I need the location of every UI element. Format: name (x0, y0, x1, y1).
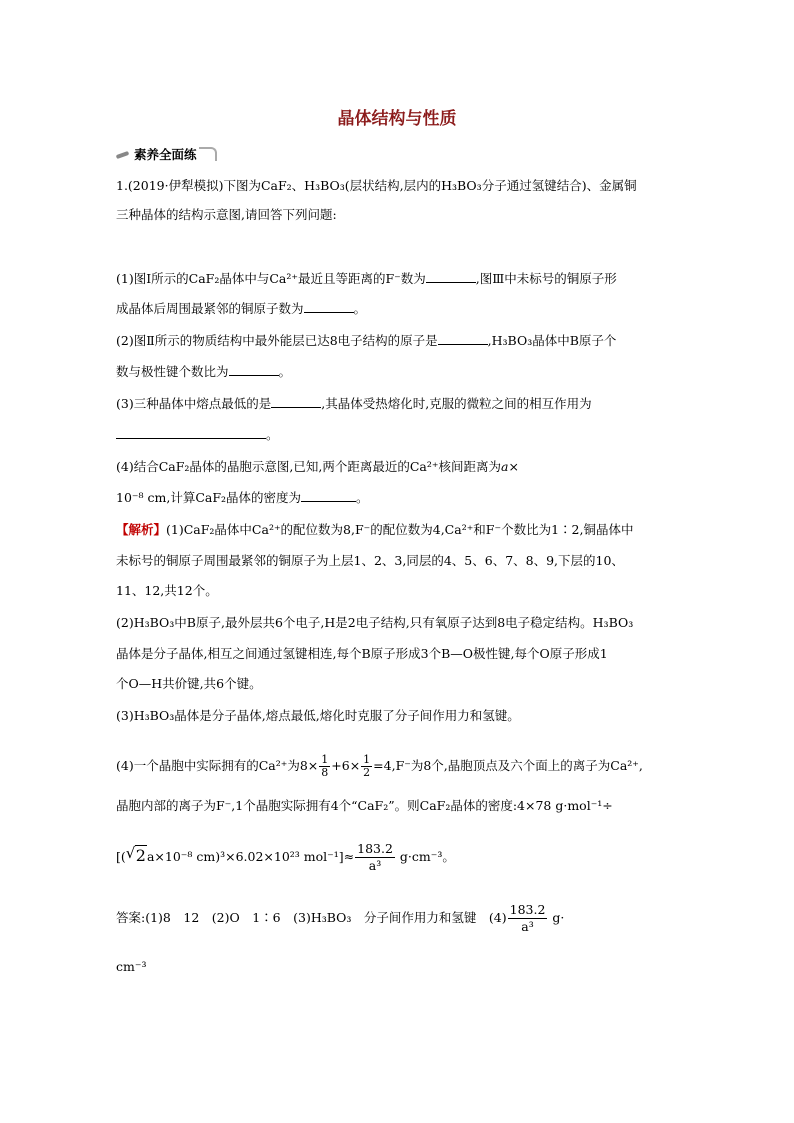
pen-icon (116, 149, 131, 160)
question-intro-line2: 三种晶体的结构示意图,请回答下列问题: (116, 207, 337, 222)
analysis-part4-line3 (116, 840, 455, 874)
question-part3-line2 (116, 426, 279, 444)
part1-text-b: ,图Ⅲ中未标号的铜原子形 (475, 271, 617, 286)
part1-text-d: 。 (353, 301, 367, 316)
fraction (319, 754, 330, 779)
question-intro-line1: 1.(2019·伊犁模拟)下图为CaF₂、H₃BO₃(层状结构,层内的H₃BO₃分子通过氢键结合)、金属铜 (116, 178, 637, 193)
answer-blank (271, 395, 321, 408)
answer-unit-line: cm⁻³ (116, 959, 147, 974)
part2-text-a: (2)图Ⅱ所示的物质结构中最外能层已达8电子结构的原子是 (116, 333, 438, 348)
part2-text-c: 数与极性键个数比为 (116, 364, 229, 379)
part4-text-a: (4)结合CaF₂晶体的晶胞示意图,已知,两个距离最近的Ca²⁺核间距离为 (116, 459, 501, 474)
fraction-denominator: a³ (521, 919, 534, 934)
part3-text-b: ,其晶体受热熔化时,克服的微粒之间的相互作用为 (321, 396, 592, 411)
analysis-part1-line1 (116, 521, 633, 539)
fraction-numerator: 183.2 (509, 902, 546, 917)
fraction-denominator: 8 (321, 766, 329, 779)
question-part2-line1 (116, 332, 616, 350)
answer-blank (116, 426, 266, 439)
analysis-label: 【解析】 (116, 522, 167, 537)
variable-a: a (500, 459, 509, 474)
fraction-numerator: 1 (363, 753, 371, 766)
badge-tail-icon (199, 147, 217, 161)
part3-text-a: (3)三种晶体中熔点最低的是 (116, 396, 272, 411)
analysis-text: (4)一个晶胞中实际拥有的Ca²⁺为8× (116, 758, 319, 773)
question-part2-line2 (116, 363, 291, 381)
analysis-text: +6× (331, 758, 361, 773)
answer-unit: g· (548, 910, 565, 925)
fraction-denominator: a³ (368, 858, 382, 873)
fraction (361, 754, 372, 779)
part3-text-c: 。 (266, 427, 279, 442)
analysis-part4-line1 (116, 752, 643, 780)
section-badge-label: 素养全面练 (134, 147, 197, 162)
answer-blank (229, 363, 279, 376)
part1-text-c: 成晶体后周围最紧邻的铜原子数为 (116, 301, 304, 316)
analysis-text: (1)CaF₂晶体中Ca²⁺的配位数为8,F⁻的配位数为4,Ca²⁺和F⁻个数比为1∶2,铜晶体中 (166, 522, 634, 537)
fraction-denominator: 2 (363, 766, 371, 779)
part2-text-d: 。 (278, 364, 292, 379)
fraction-numerator: 1 (321, 753, 329, 766)
section-badge (116, 145, 217, 163)
analysis-part3-line1: (3)H₃BO₃晶体是分子晶体,熔点最低,熔化时克服了分子间作用力和氢键。 (116, 708, 520, 723)
analysis-part2-line1: (2)H₃BO₃中B原子,最外层共6个电子,H是2电子结构,只有氧原子达到8电子稳定结构。H₃BO₃ (116, 615, 634, 630)
analysis-text: g·cm⁻³。 (395, 849, 455, 864)
analysis-text: [( (116, 849, 126, 864)
analysis-part4-line2: 晶胞内部的离子为F⁻,1个晶胞实际拥有4个“CaF₂”。则CaF₂晶体的密度:4×78 g·mol⁻¹÷ (116, 798, 613, 813)
question-part1-line1 (116, 270, 617, 288)
question-part4-line2 (116, 489, 369, 507)
sqrt-radicand: 2 (135, 846, 146, 865)
analysis-text: =4,F⁻为8个,晶胞顶点及六个面上的离子为Ca²⁺, (373, 758, 643, 773)
analysis-text: a×10⁻⁸ cm)³×6.02×10²³ mol⁻¹]≈ (146, 849, 355, 864)
question-part4-line1 (116, 458, 519, 476)
analysis-part1-line2: 未标号的铜原子周围最紧邻的铜原子为上层1、2、3,同层的4、5、6、7、8、9,下层的10、 (116, 553, 624, 568)
analysis-part2-line3: 个O—H共价键,共6个键。 (116, 676, 262, 691)
fraction-numerator: 183.2 (357, 841, 393, 856)
square-root: √ 2 (125, 844, 146, 865)
answer-blank (304, 300, 354, 313)
part4-text-c: 。 (356, 490, 369, 505)
answer-blank (301, 489, 356, 502)
question-part1-line2 (116, 300, 366, 318)
part2-text-b: ,H₃BO₃晶体中B原子个 (487, 333, 617, 348)
analysis-part2-line2: 晶体是分子晶体,相互之间通过氢键相连,每个B原子形成3个B—O极性键,每个O原子形成1 (116, 646, 608, 661)
answer-line (116, 902, 564, 935)
answer-blank (438, 332, 488, 345)
part1-text-a: (1)图Ⅰ所示的CaF₂晶体中与Ca²⁺最近且等距离的F⁻数为 (116, 271, 426, 286)
analysis-part1-line3: 11、12,共12个。 (116, 583, 218, 598)
question-part3-line1 (116, 395, 592, 413)
answer-blank (426, 270, 476, 283)
answer-text: 答案:(1)8 12 (2)O 1∶6 (3)H₃BO₃ 分子间作用力和氢键 (4) (116, 910, 507, 925)
fraction (355, 841, 395, 874)
fraction (508, 902, 548, 935)
page-title: 晶体结构与性质 (337, 109, 457, 129)
times-sign: × (508, 459, 519, 474)
part4-text-b: 10⁻⁸ cm,计算CaF₂晶体的密度为 (116, 490, 302, 505)
